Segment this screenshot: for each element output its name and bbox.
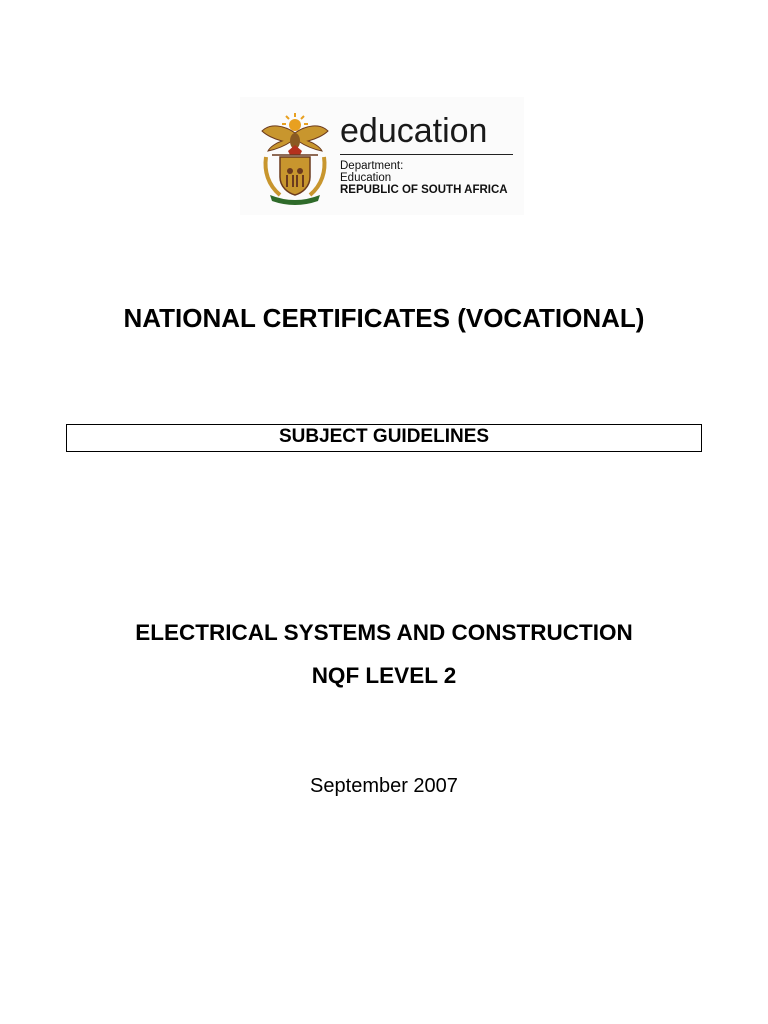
department-name: Education bbox=[340, 172, 392, 184]
department-label: Department: bbox=[340, 160, 404, 172]
education-wordmark: education bbox=[340, 112, 488, 150]
main-title: NATIONAL CERTIFICATES (VOCATIONAL) bbox=[123, 303, 645, 333]
subject-guidelines-box bbox=[66, 424, 702, 452]
logo-divider bbox=[340, 154, 513, 155]
nqf-level: NQF LEVEL 2 bbox=[311, 663, 457, 688]
subject-guidelines-label: SUBJECT GUIDELINES bbox=[278, 426, 490, 447]
subject-title: ELECTRICAL SYSTEMS AND CONSTRUCTION bbox=[135, 620, 633, 645]
coat-of-arms-icon bbox=[256, 111, 334, 205]
publication-date: September 2007 bbox=[310, 775, 458, 797]
department-logo bbox=[240, 97, 524, 215]
country-name: REPUBLIC OF SOUTH AFRICA bbox=[340, 184, 508, 196]
